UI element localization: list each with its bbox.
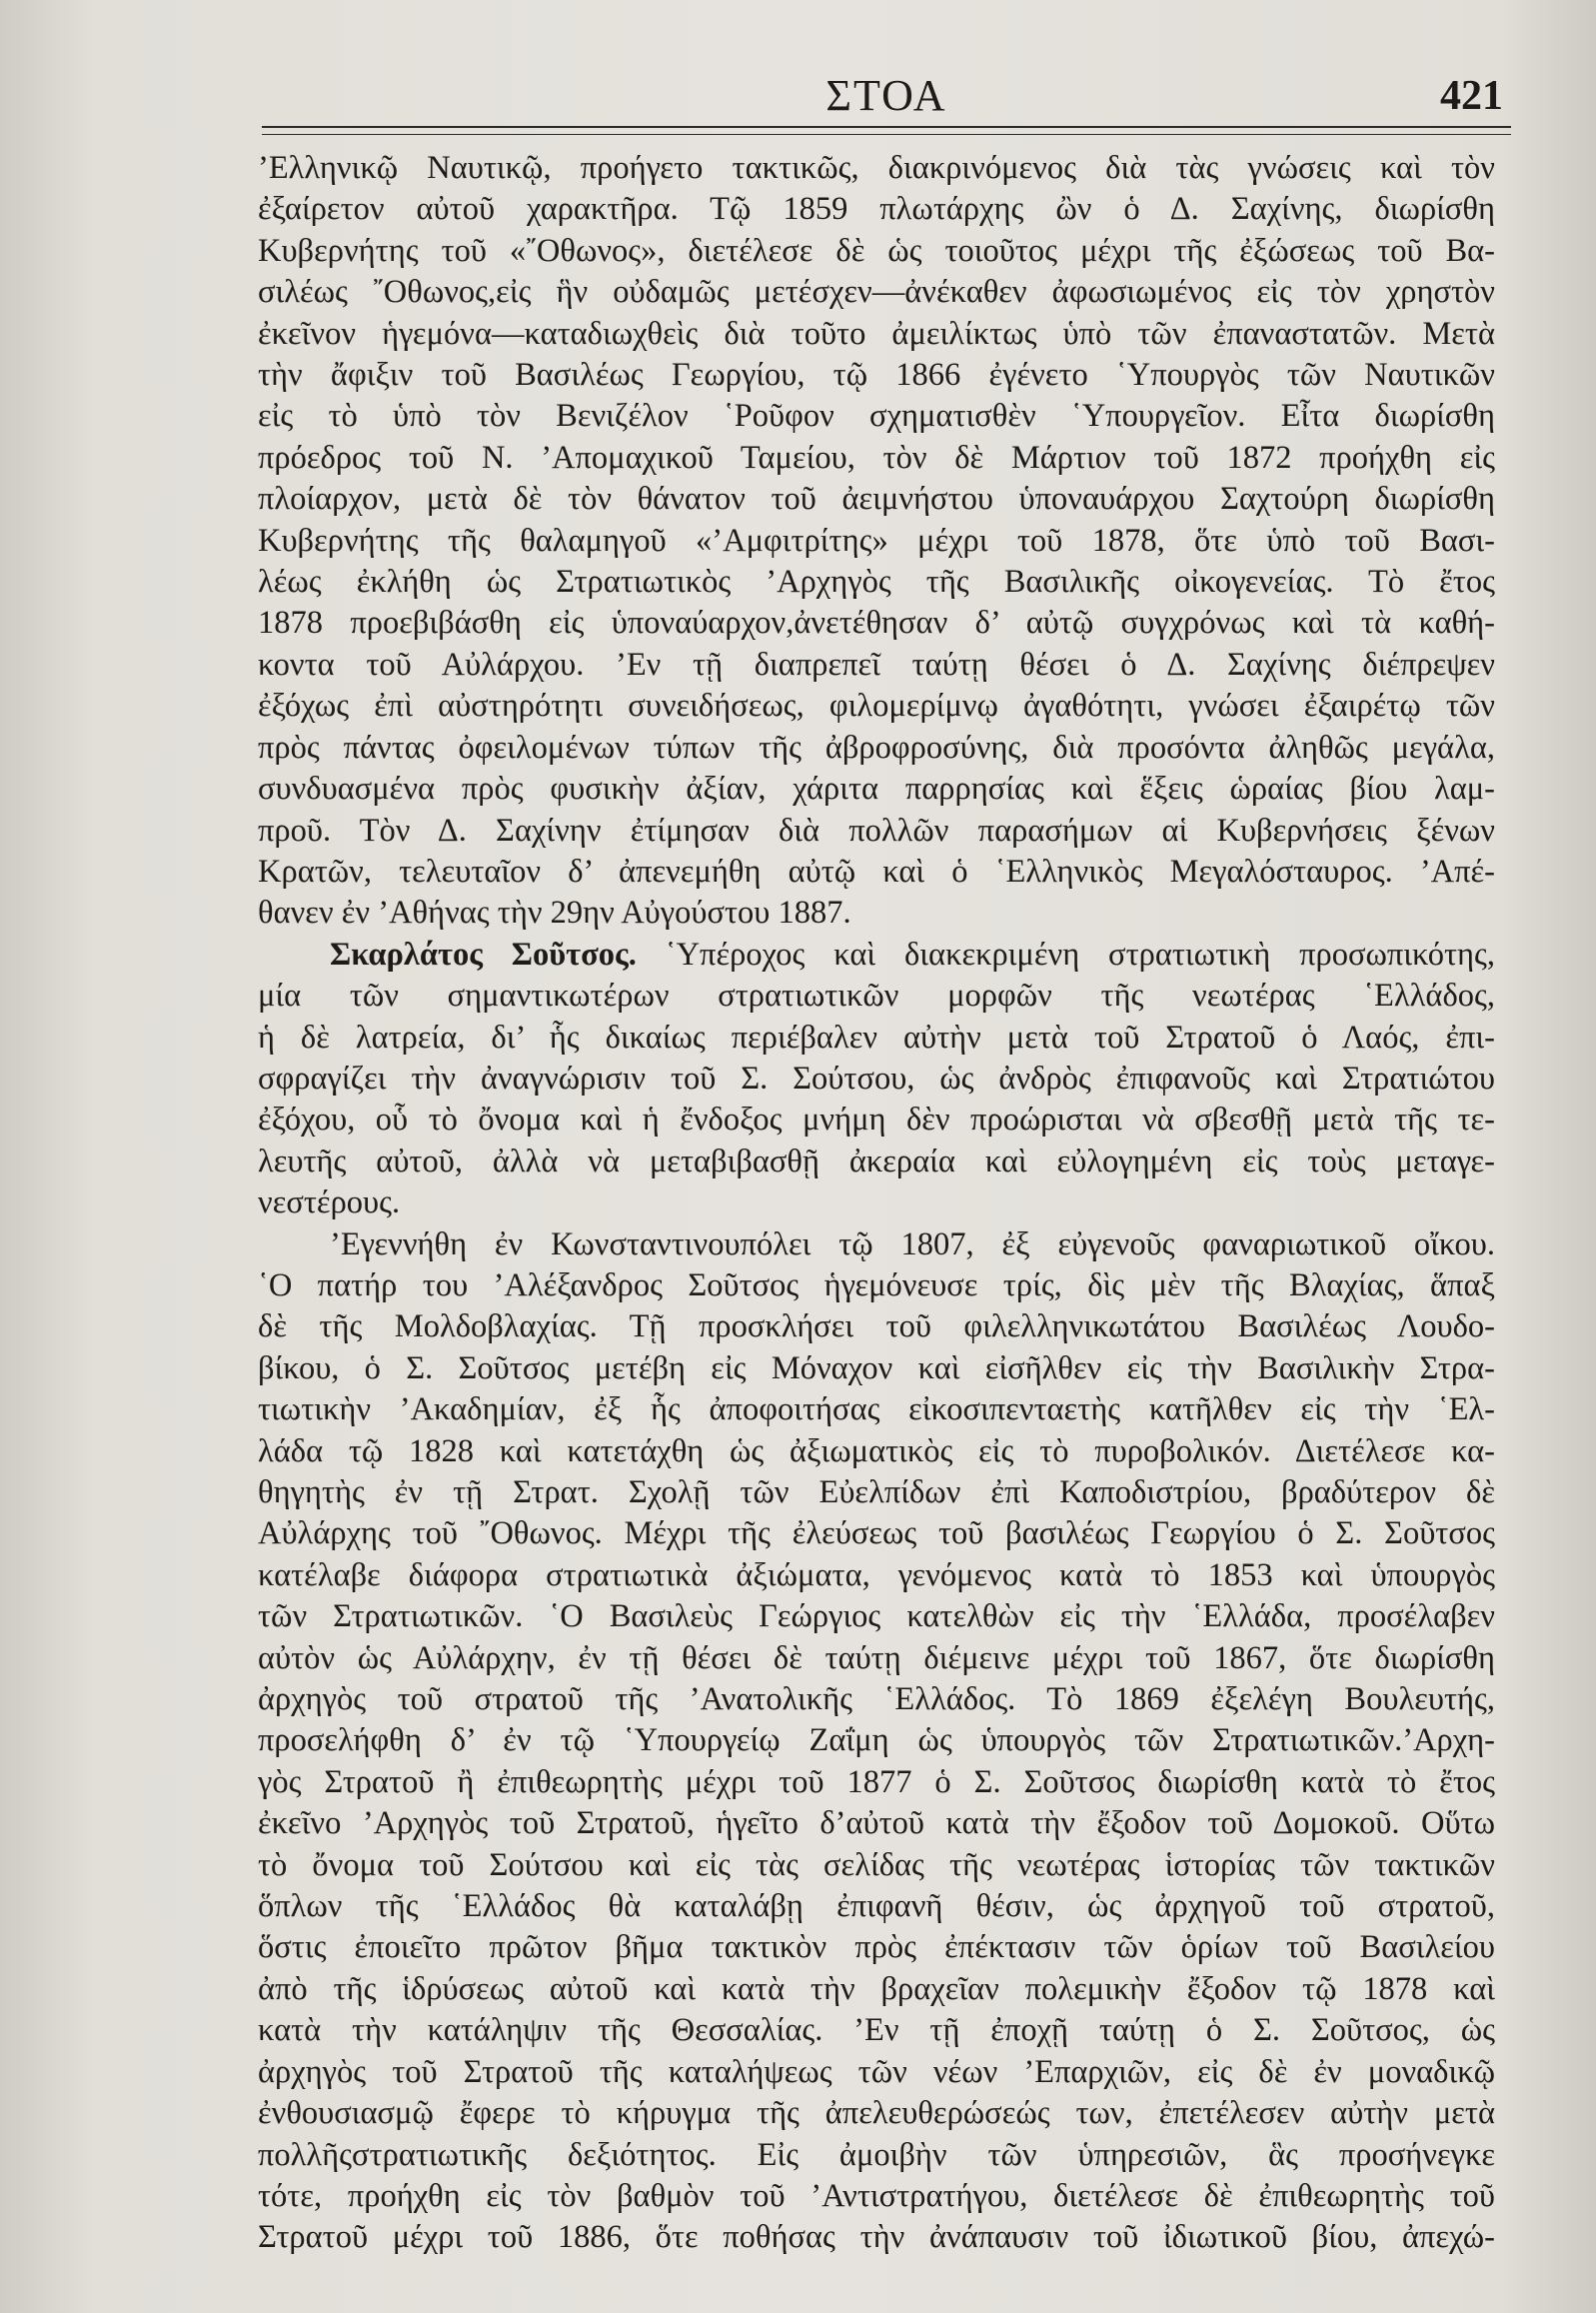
page-header <box>262 62 1511 132</box>
text-line <box>258 1224 1495 1265</box>
line-text: ’Εγεννήθη ἐν Κωνσταντινουπόλει τῷ 1807, ἐξ εὐγενοῦς φαναριωτικοῦ οἴκου. <box>330 1225 1495 1262</box>
line-text: ἐξαίρετον αὐτοῦ χαρακτῆρα. Τῷ 1859 πλωτάρχης ὢν ὁ Δ. Σαχίνης, διωρίσθη <box>258 191 1495 228</box>
line-text: Στρατοῦ μέχρι τοῦ 1886, ὅτε ποθήσας τὴν ἀνάπαυσιν τοῦ ἰδιωτικοῦ βίου, ἀπεχώ- <box>258 2219 1495 2256</box>
running-title: ΣΤΟΑ <box>825 71 947 120</box>
text-line <box>258 852 1495 893</box>
text-line <box>258 686 1495 727</box>
line-text: ἐκεῖνον ἡγεμόνα—καταδιωχθεὶς διὰ τοῦτο ἀμειλίκτως ὑπὸ τῶν ἐπαναστατῶν. Μετὰ <box>258 315 1495 352</box>
line-text: εἰς τὸ ὑπὸ τὸν Βενιζέλον ῾Ροῦφον σχηματισθὲν ῾Υπουργεῖον. Εἶτα διωρίσθη <box>258 398 1495 435</box>
text-line <box>258 1638 1495 1679</box>
header-rule <box>262 126 1511 135</box>
line-text: βίκου, ὁ Σ. Σοῦτσος μετέβη εἰς Μόναχον καὶ εἰσῆλθεν εἰς τὴν Βασιλικὴν Στρα- <box>258 1349 1495 1386</box>
text-line <box>258 1596 1495 1637</box>
text-line <box>258 521 1495 562</box>
body-text <box>258 148 1495 2259</box>
text-line <box>258 1306 1495 1347</box>
line-text: σιλέως ῎Οθωνος,εἰς ἣν οὐδαμῶς μετέσχεν—ἀνέκαθεν ἀφωσιωμένος εἰς τὸν χρηστὸν <box>258 274 1495 311</box>
line-text: ἀρχηγὸς τοῦ στρατοῦ τῆς ’Ανατολικῆς ῾Ελλάδος. Τὸ 1869 ἐξελέγη Βουλευτής, <box>258 1681 1495 1718</box>
text-line <box>258 396 1495 437</box>
line-text: πλοίαρχον, μετὰ δὲ τὸν θάνατον τοῦ ἀειμνήστου ὑποναυάρχου Σαχτούρη διωρίσθη <box>258 481 1495 518</box>
line-text: λάδα τῷ 1828 καὶ κατετάχθη ὡς ἀξιωματικὸς εἰς τὸ πυροβολικόν. Διετέλεσε κα- <box>258 1432 1495 1469</box>
text-line <box>258 231 1495 272</box>
text-line <box>258 1389 1495 1430</box>
text-line <box>258 2052 1495 2093</box>
text-line <box>258 1513 1495 1554</box>
text-line <box>258 1927 1495 1968</box>
text-line <box>258 1845 1495 1886</box>
line-text: δὲ τῆς Μολδοβλαχίας. Τῇ προσκλήσει τοῦ φιλελληνικωτάτου Βασιλέως Λουδο- <box>258 1308 1495 1345</box>
line-text: ἀρχηγὸς τοῦ Στρατοῦ τῆς καταλήψεως τῶν νέων ’Επαρχιῶν, εἰς δὲ ἐν μοναδικῷ <box>258 2053 1495 2090</box>
text-line <box>258 189 1495 230</box>
text-line <box>258 314 1495 355</box>
line-text: ἐκεῖνο ’Αρχηγὸς τοῦ Στρατοῦ, ἡγεῖτο δ’αὐτοῦ κατὰ τὴν ἔξοδον τοῦ Δομοκοῦ. Οὕτω <box>258 1805 1495 1842</box>
text-line <box>258 1100 1495 1141</box>
line-text: τὸ ὄνομα τοῦ Σούτσου καὶ εἰς τὰς σελίδας τῆς νεωτέρας ἱστορίας τῶν τακτικῶν <box>258 1846 1495 1883</box>
text-line <box>258 769 1495 810</box>
line-text: θανεν ἐν ’Αθήνας τὴν 29ην Αὐγούστου 1887. <box>258 895 851 932</box>
text-line <box>258 272 1495 313</box>
text-line <box>258 1182 1495 1223</box>
line-text: ἐξόχου, οὗ τὸ ὄνομα καὶ ἡ ἔνδοξος μνήμη δὲν προώρισται νὰ σβεσθῇ μετὰ τῆς τε- <box>258 1102 1495 1139</box>
text-line <box>258 2010 1495 2051</box>
line-text: πρὸς πάντας ὀφειλομένων τύπων τῆς ἀβροφροσύνης, διὰ προσόντα ἀληθῶς μεγάλα, <box>258 729 1495 766</box>
text-line <box>258 728 1495 769</box>
text-line <box>258 355 1495 396</box>
text-line <box>258 1679 1495 1720</box>
line-text: ὅστις ἐποιεῖτο πρῶτον βῆμα τακτικὸν πρὸς ἐπέκτασιν τῶν ὁρίων τοῦ Βασιλείου <box>258 1929 1495 1966</box>
line-text: πρόεδρος τοῦ Ν. ’Απομαχικοῦ Ταμείου, τὸν δὲ Μάρτιον τοῦ 1872 προήχθη εἰς <box>258 439 1495 476</box>
text-line <box>258 893 1495 934</box>
text-line <box>258 1720 1495 1761</box>
line-text: ἐξόχως ἐπὶ αὐστηρότητι συνειδήσεως, φιλομερίμνῳ ἀγαθότητι, γνώσει ἐξαιρέτῳ τῶν <box>258 688 1495 725</box>
text-line <box>258 2176 1495 2217</box>
line-text: τιωτικὴν ’Ακαδημίαν, ἐξ ἧς ἀποφοιτήσας εἰκοσιπενταετὴς κατῆλθεν εἰς τὴν ῾Ελ- <box>258 1391 1495 1428</box>
line-text: ὅπλων τῆς ῾Ελλάδος θὰ καταλάβῃ ἐπιφανῆ θέσιν, ὡς ἀρχηγοῦ τοῦ στρατοῦ, <box>258 1888 1495 1925</box>
text-line <box>258 1431 1495 1472</box>
line-text: τῶν Στρατιωτικῶν. ῾Ο Βασιλεὺς Γεώργιος κατελθὼν εἰς τὴν ῾Ελλάδα, προσέλαβεν <box>258 1598 1495 1635</box>
line-text: κατέλαβε διάφορα στρατιωτικὰ ἀξιώματα, γενόμενος κατὰ τὸ 1853 καὶ ὑπουργὸς <box>258 1556 1495 1593</box>
line-text: τότε, προήχθη εἰς τὸν βαθμὸν τοῦ ’Αντιστρατήγου, διετέλεσε δὲ ἐπιθεωρητὴς τοῦ <box>258 2177 1495 2214</box>
line-text: τὴν ἄφιξιν τοῦ Βασιλέως Γεωργίου, τῷ 1866 ἐγένετο ῾Υπουργὸς τῶν Ναυτικῶν <box>258 357 1495 394</box>
text-line <box>258 1059 1495 1100</box>
line-text: ῾Υπέροχος καὶ διακεκριμένη στρατιωτικὴ προσωπικότης, <box>636 936 1495 973</box>
text-line <box>258 479 1495 520</box>
line-text: προῦ. Τὸν Δ. Σαχίνην ἐτίμησαν διὰ πολλῶν παρασήμων αἱ Κυβερνήσεις ξένων <box>258 812 1495 849</box>
text-line <box>258 1555 1495 1596</box>
text-line <box>258 645 1495 686</box>
line-text: γὸς Στρατοῦ ἢ ἐπιθεωρητὴς μέχρι τοῦ 1877 ὁ Σ. Σοῦτσος διωρίσθη κατὰ τὸ ἔτος <box>258 1763 1495 1800</box>
line-text: ἡ δὲ λατρεία, δι’ ἧς δικαίως περιέβαλεν αὐτὴν μετὰ τοῦ Στρατοῦ ὁ Λαός, ἐπι- <box>258 1019 1495 1056</box>
text-line <box>258 148 1495 189</box>
line-text: κατὰ τὴν κατάληψιν τῆς Θεσσαλίας. ’Εν τῇ ἐποχῇ ταύτῃ ὁ Σ. Σοῦτσος, ὡς <box>258 2012 1495 2049</box>
line-text: Κυβερνήτης τοῦ «῎Οθωνος», διετέλεσε δὲ ὡς τοιοῦτος μέχρι τῆς ἐξώσεως τοῦ Βα- <box>258 232 1495 269</box>
line-text: πολλῆςστρατιωτικῆς δεξιότητος. Εἰς ἀμοιβὴν τῶν ὑπηρεσιῶν, ἃς προσήνεγκε <box>258 2136 1495 2173</box>
line-text: λέως ἐκλήθη ὡς Στρατιωτικὸς ’Αρχηγὸς τῆς Βασιλικῆς οἰκογενείας. Τὸ ἔτος <box>258 564 1495 601</box>
text-line <box>258 1969 1495 2010</box>
text-line <box>258 438 1495 479</box>
line-text: κοντα τοῦ Αὐλάρχου. ’Εν τῇ διαπρεπεῖ ταύτῃ θέσει ὁ Δ. Σαχίνης διέπρεψεν <box>258 646 1495 683</box>
line-text: σφραγίζει τὴν ἀναγνώρισιν τοῦ Σ. Σούτσου, ὡς ἀνδρὸς ἐπιφανοῦς καὶ Στρατιώτου <box>258 1060 1495 1097</box>
line-text: ἐνθουσιασμῷ ἔφερε τὸ κήρυγμα τῆς ἀπελευθερώσεώς των, ἐπετέλεσεν αὐτὴν μετὰ <box>258 2095 1495 2132</box>
text-line <box>258 1472 1495 1513</box>
text-line <box>258 1803 1495 1844</box>
line-text: αὐτὸν ὡς Αὐλάρχην, ἐν τῇ θέσει δὲ ταύτῃ διέμεινε μέχρι τοῦ 1867, ὅτε διωρίσθη <box>258 1639 1495 1676</box>
text-line <box>258 2217 1495 2258</box>
text-line <box>258 811 1495 852</box>
line-text: ἀπὸ τῆς ἱδρύσεως αὐτοῦ καὶ κατὰ τὴν βραχεῖαν πολεμικὴν ἔξοδον τῷ 1878 καὶ <box>258 1970 1495 2007</box>
line-text: 1878 προεβιβάσθη εἰς ὑποναύαρχον,ἀνετέθησαν δ’ αὐτῷ συγχρόνως καὶ τὰ καθή- <box>258 605 1495 642</box>
line-text: Κυβερνήτης τῆς θαλαμηγοῦ «’Αμφιτρίτης» μέχρι τοῦ 1878, ὅτε ὑπὸ τοῦ Βασι- <box>258 522 1495 559</box>
line-text: ῾Ο πατήρ του ’Αλέξανδρος Σοῦτσος ἡγεμόνευσε τρίς, δὶς μὲν τῆς Βλαχίας, ἅπαξ <box>258 1266 1495 1303</box>
text-line <box>258 1265 1495 1306</box>
line-text: συνδυασμένα πρὸς φυσικὴν ἀξίαν, χάριτα παρρησίας καὶ ἕξεις ὡραίας βίου λαμ- <box>258 771 1495 808</box>
text-line <box>258 1018 1495 1059</box>
text-line <box>258 976 1495 1017</box>
text-line <box>258 603 1495 644</box>
line-text: Κρατῶν, τελευταῖον δ’ ἀπενεμήθη αὐτῷ καὶ ὁ ῾Ελληνικὸς Μεγαλόσταυρος. ’Απέ- <box>258 853 1495 890</box>
line-text: ’Ελληνικῷ Ναυτικῷ, προήγετο τακτικῶς, διακρινόμενος διὰ τὰς γνώσεις καὶ τὸν <box>258 150 1495 186</box>
text-line <box>258 1348 1495 1389</box>
line-text: νεστέρους. <box>258 1184 401 1221</box>
text-line <box>258 1142 1495 1182</box>
line-text: θηγητὴς ἐν τῇ Στρατ. Σχολῇ τῶν Εὐελπίδων ἐπὶ Καποδιστρίου, βραδύτερον δὲ <box>258 1474 1495 1510</box>
text-line <box>258 562 1495 603</box>
text-line <box>258 1886 1495 1927</box>
entry-heading: Σκαρλάτος Σοῦτσος. <box>330 936 637 973</box>
text-line <box>258 1762 1495 1803</box>
line-text: προσελήφθη δ’ ἐν τῷ ῾Υπουργείῳ Ζαΐμη ὡς ὑπουργὸς τῶν Στρατιωτικῶν.’Αρχη- <box>258 1722 1495 1759</box>
line-text: λευτῆς αὐτοῦ, ἀλλὰ νὰ μεταβιβασθῇ ἀκεραία καὶ εὐλογημένη εἰς τοὺς μεταγε- <box>258 1143 1495 1179</box>
text-line <box>258 2135 1495 2176</box>
line-text: Αὐλάρχης τοῦ ῎Οθωνος. Μέχρι τῆς ἐλεύσεως τοῦ βασιλέως Γεωργίου ὁ Σ. Σοῦτσος <box>258 1515 1495 1552</box>
text-line <box>258 2093 1495 2134</box>
text-line <box>258 935 1495 976</box>
page-number: 421 <box>1440 73 1503 119</box>
line-text: μία τῶν σημαντικωτέρων στρατιωτικῶν μορφῶν τῆς νεωτέρας ῾Ελλάδος, <box>258 978 1495 1015</box>
